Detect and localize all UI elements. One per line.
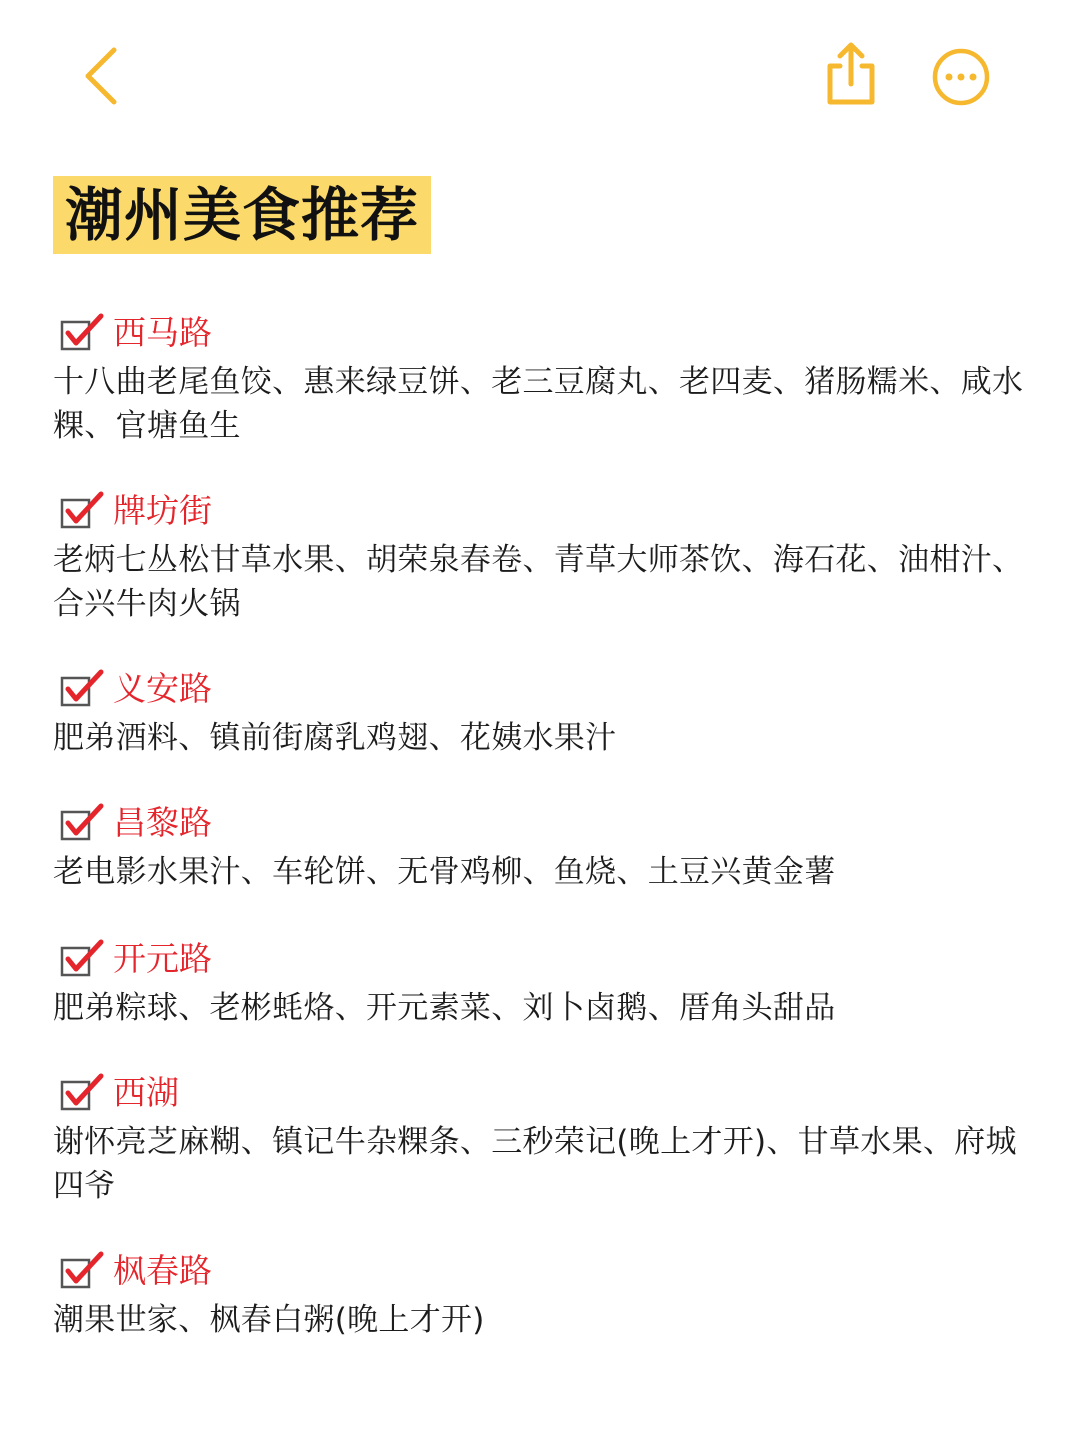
top-bar [0,0,1080,150]
section-title: 牌坊街 [113,490,212,530]
section-items: 肥弟粽球、老彬蚝烙、开元素菜、刘卜卤鹅、厝角头甜品 [53,990,836,1026]
list-section-yianlu [53,664,1028,760]
back-button[interactable] [78,44,126,108]
section-title: 西湖 [113,1072,179,1112]
section-title: 昌黎路 [113,802,212,842]
section-header [53,798,1028,846]
section-header [53,934,1028,982]
title-highlight [53,176,431,254]
list-section-changlilu [53,798,1028,894]
section-title: 枫春路 [113,1250,212,1290]
list-section-paifangjie [53,486,1028,626]
checkbox-checked-icon [59,938,105,978]
checkbox-checked-icon [59,490,105,530]
section-header [53,1068,1028,1116]
more-button[interactable] [930,46,992,108]
chevron-left-icon [78,44,126,108]
section-title: 西马路 [113,312,212,352]
list-section-fengchunlu [53,1246,1028,1342]
share-button[interactable] [820,40,882,110]
page-title: 潮州美食推荐 [65,181,420,249]
section-items: 老电影水果汁、车轮饼、无骨鸡柳、鱼烧、土豆兴黄金薯 [53,854,836,890]
list-section-xihu [53,1068,1028,1208]
checkbox-checked-icon [59,1072,105,1112]
section-items: 肥弟酒料、镇前街腐乳鸡翅、花姨水果汁 [53,720,617,756]
list-section-kaiyuanlu [53,934,1028,1030]
more-icon [930,46,992,108]
checkbox-checked-icon [59,668,105,708]
section-header [53,1246,1028,1294]
section-title: 开元路 [113,938,212,978]
checkbox-checked-icon [59,312,105,352]
checkbox-checked-icon [59,1250,105,1290]
section-header [53,664,1028,712]
section-items: 谢怀亮芝麻糊、镇记牛杂粿条、三秒荣记(晚上才开)、甘草水果、府城四爷 [53,1124,1017,1204]
share-icon [820,40,882,110]
list-section-ximalu [53,308,1028,448]
section-items: 十八曲老尾鱼饺、惠来绿豆饼、老三豆腐丸、老四麦、猪肠糯米、咸水粿、官塘鱼生 [53,364,1024,444]
section-title: 义安路 [113,668,212,708]
section-items: 潮果世家、枫春白粥(晚上才开) [53,1302,485,1338]
section-header [53,486,1028,534]
section-header [53,308,1028,356]
section-items: 老炳七丛松甘草水果、胡荣泉春卷、青草大师茶饮、海石花、油柑汁、合兴牛肉火锅 [53,542,1024,622]
checkbox-checked-icon [59,802,105,842]
